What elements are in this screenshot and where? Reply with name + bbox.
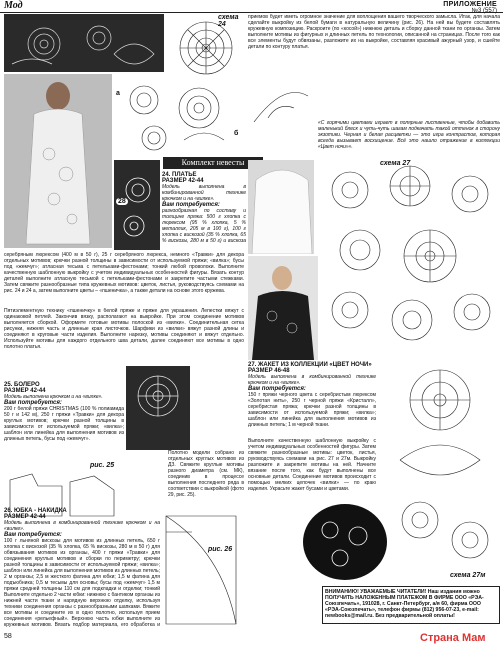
crochet-chart-27 <box>320 160 500 350</box>
photo-caption: Полотно модели собрано из отдельных круглых мотивов из ДЗ. Свяжите круглые мотивы разного диаметра (см. МК), соединив в процессе выполнения последнего ряда в соответствии с выкройкой (фото 29, рис. 25). <box>168 450 244 498</box>
black-motif-image <box>114 160 160 250</box>
issue-number: №3 (557) <box>471 8 497 14</box>
bolero-need-label: Вам потребуется: <box>4 400 62 406</box>
bride-figure-image <box>4 74 112 248</box>
page-number: 58 <box>4 633 12 640</box>
dress-section <box>162 172 246 252</box>
figure-badge-b: б <box>234 130 239 137</box>
bolero-title: 25. БОЛЕРО <box>4 382 40 388</box>
round-motif-image <box>126 366 190 450</box>
kit-title: Комплект невесты <box>163 157 263 169</box>
figure-badge-28: 28 <box>118 198 126 205</box>
skirt-title: 26. ЮБКА - НАКИДКА <box>4 508 67 514</box>
skirt-need-text: 100 г льняной вискозы для мотивов из длинных петель, 650 г хлопка с вискозой (35 % хлопка, 65 % вискозы, 280 м в 50 г) для обвязывания мотивов из органзы, 400 г пряжи «Травки» для соединения круглых мотивов и сборки по периметру; крючки разной толщины в зависимости от используемой пряжи; «вилка»; шаблон или линейка для выполнения мотивов из длинных петель; 2 м органзы; 2,5 м жесткого фатина для юбки; 1,5 м фатина для подъюбника; 0,5 м тесьмы для основы; бусы под «жемчуг» 1,5 м пряжи средней толщины 110 см для подкладки и отделки; тонкий <box>4 538 160 592</box>
motif-charts-a-b <box>114 80 244 156</box>
crochet-detail-image <box>4 14 164 72</box>
dress-need-label: Вам потребуется: <box>162 202 220 208</box>
black-flower-photo <box>300 500 390 584</box>
motif-photo-28 <box>114 160 160 250</box>
jacket-title: 27. ЖАКЕТ ИЗ КОЛЛЕКЦИИ «ЦВЕТ НОЧИ» <box>248 362 372 368</box>
woman-jacket-image <box>248 256 318 360</box>
magazine-logo: Мод <box>4 0 23 11</box>
wire-motif-image <box>248 88 314 128</box>
page-header <box>0 0 503 13</box>
italic-note: «С горячими цветами играет в полярные лиственные, чтобы добавить маленький блеск и чуть-чуть шагам подкачать такой оттенок в сторону экзотики. Черная и белая расцветки — это игра контрастов, которая всегда вызывает восхищение. Всё это нашло отражение в коллекции «Цвет ночи»». <box>318 120 500 150</box>
bolero-intro: Модель выполнена крючком и на «вилке». <box>4 394 103 400</box>
dress-need-text: разнообразная по составу и толщине пряжа: 500 г хлопка с люрексом (95 % хлопка, 5 % металлик, 205 м в 100 г), 100 г хлопка с вискозой (35 % хлопка, 65 % вискозы, 280 м в 50 г) и вискоза <box>162 208 246 244</box>
skirt-body-text: Выполните отдельно 2 части юбки: нижнюю с бантиком органзы из нижней части ткани и нарядную верхнюю отделку, используя техники соединения органзы с разнообразными шапками. Вяжите все мотивы и соедините их в одно полотно, используя прием соединения «рельефный». Верхнюю часть юбки выполните из кружевных мотивов. Вязать подбор материала, его обработка и <box>4 592 160 628</box>
bolero-size: РАЗМЕР 42-44 <box>4 388 46 394</box>
skirt-need-label: Вам потребуется: <box>4 532 62 538</box>
crochet-motif-charts <box>114 80 244 156</box>
dress-intro: Модель выполнена в комбинированной технике крючком и на «вилке». <box>162 184 246 202</box>
dress-photo <box>4 74 112 248</box>
dress-body-text: серебряным люрексом (400 м в 50 г), 25 г серебряного люрекса, немного «Травки» для декора отдельных мотивов; крючки разной толщины в зависимости от используемой пряжи; «вилка»; бусы под «жемчуг»; атласная тесьма с петельками-фестонами; тонкий любой проволоки. Выполните качественную шаблонную выкройку с учетом индивидуальных особенностей фигуры. Вязать контур деталей выполните атласную тесьмой с петельками-фестонами и закрепите частыми стежками. Затем свяжите разнообразные типа кружевных мотивов: цветок, листья, руководствуясь схемами на рис. 24 и 24 а, затем выполните цветы – «пшеничка», а также детали на основе этого кружева. <box>4 252 244 294</box>
scheme-24-label: схема 24 <box>218 14 239 28</box>
scheme-27m-chart <box>380 360 500 584</box>
bolero-need-text: 200 г белой пряжи CHRISTMAS (100 % полиамида 50 г и 142 м), 250 г пряжи «Травки» для декора круглых мотивов; крючки разной толщины в зависимости от используемой пряжи; «вилка»; шаблон или линейка для выполнения мотивов из длинных петель, бусы под «жемчуг». <box>4 406 124 442</box>
bolero-section <box>4 382 124 468</box>
skirt-section <box>4 508 160 636</box>
scheme-27-label: схема 27 <box>380 160 411 167</box>
pattern-26-label: рис. 26 <box>208 546 233 553</box>
dress-size: РАЗМЕР 42-44 <box>162 178 204 184</box>
jacket-need-text: 150 г пряжи черного цвета с серебристым люрексом «Золотая нить», 250 г черной пряжи «Кристалл», серебристая пряжа; крючки разной толщины в зависимости от используемой пряжи; «вилка»; шаблон или линейка для выполнения мотивов из длинных петель; 1 м черной ткани. <box>248 392 376 428</box>
bride-veil-image <box>248 160 314 254</box>
figure-badge-a: a <box>116 90 120 97</box>
dress-title: 24. ПЛАТЬЕ <box>162 172 197 178</box>
scheme-27m-label: схема 27м <box>450 572 486 579</box>
jacket-intro: Модель выполнена в комбинированной технике крючком и на «вилке». <box>248 374 376 386</box>
scheme-24-chart <box>166 14 244 80</box>
jacket-body-text: Выполните качественную шаблонную выкройку с учетом индивидуальных особенностей фигуры. Затем свяжите разнообразные мотивы: цветок, листья, руководствуясь схемами на рис. 27 и 27м. Выкройку разложите и закрепите мотивы на ней. Начните вязание после того, как будут выполнены все основные детали. Соединение мотивов происходит с помощью мелких цепочек «вилки» — по краю изделия. Украсьте жакет бусами и цветами. <box>248 438 376 492</box>
bolero-motif-photo <box>126 366 190 450</box>
intro-text-top: приемов будет иметь огромное значение для воплощения вашего творческого замысла. Итак, для начала сделайте выкройку из белой бумаги в натуральную величину (рис. 26). На ней вы будете составлять кружевную композицию. Раскроите (по «косой») нижнюю деталь и сборку данной ткани по органзы. Затем выполните мотивы из фигурных и длинных петель по технологии, описанной на страницах. После того как все элементы будут обвязаны, разложите их на выкройке, составляя красивый ажурный узор, и сшейте детали по контуру платья. <box>248 14 500 50</box>
scheme-27-chart <box>320 160 500 350</box>
jacket-size: РАЗМЕР 46-48 <box>248 368 290 374</box>
skirt-size: РАЗМЕР 42-44 <box>4 514 46 520</box>
dress-body-text-2: Пятиэлементную технику «пшеничку» в белой пряже и пряже для украшения. Лепестки вяжут с одинаковой петлей. Закончив вязку, располагают на выкройке. При этом соединение мотивов выполняется сборкой. Оформите готовые мотивы полоской из «вилки». Соединительная сетка рисунки, нижняя часть и длинные края листочков. Шарфики из «вилки» вяжут разной длины и соединяют в круговые части изделия. Выполните нарезку, мотивы соединяют и вяжут отдельно. Используйте мотивы для каждого отдельного шва детали, далее соединяют все мотивы в одно полотно платья. <box>4 308 244 350</box>
skirt-pattern-drawing <box>162 512 242 630</box>
section-label: ПРИЛОЖЕНИЕ <box>443 1 497 8</box>
watermark: Страна Мам <box>420 632 486 644</box>
black-flower-image <box>300 500 390 584</box>
veil-photo <box>248 160 314 254</box>
crochet-chart-27m <box>380 360 500 584</box>
subscription-notice: ВНИМАНИЮ! УВАЖАЕМЫЕ ЧИТАТЕЛИ! Наш издания можно ПОЛУЧИТЬ НАЛОЖЕННЫМ ПЛАТЕЖОМ В ФИРМЕ ООО «РЭА-Союзпечать», 191028, г. Санкт-Петербург, а/я 60, фирма ООО «РЭА-Союзпечать», телефон фирмы (812) 956-07-23, e-mail: newbooks@mail.ru. Без предварительной оплаты! <box>322 586 500 624</box>
wire-flower-image <box>248 88 314 128</box>
skirt-pattern <box>162 512 242 630</box>
jacket-photo <box>248 256 318 360</box>
pattern-25-label: рис. 25 <box>90 462 115 469</box>
crochet-photo-top <box>4 14 164 72</box>
skirt-intro: Модель выполнена в комбинированной технике крючком и на «вилке». <box>4 520 160 532</box>
jacket-need-label: Вам потребуется: <box>248 386 306 392</box>
